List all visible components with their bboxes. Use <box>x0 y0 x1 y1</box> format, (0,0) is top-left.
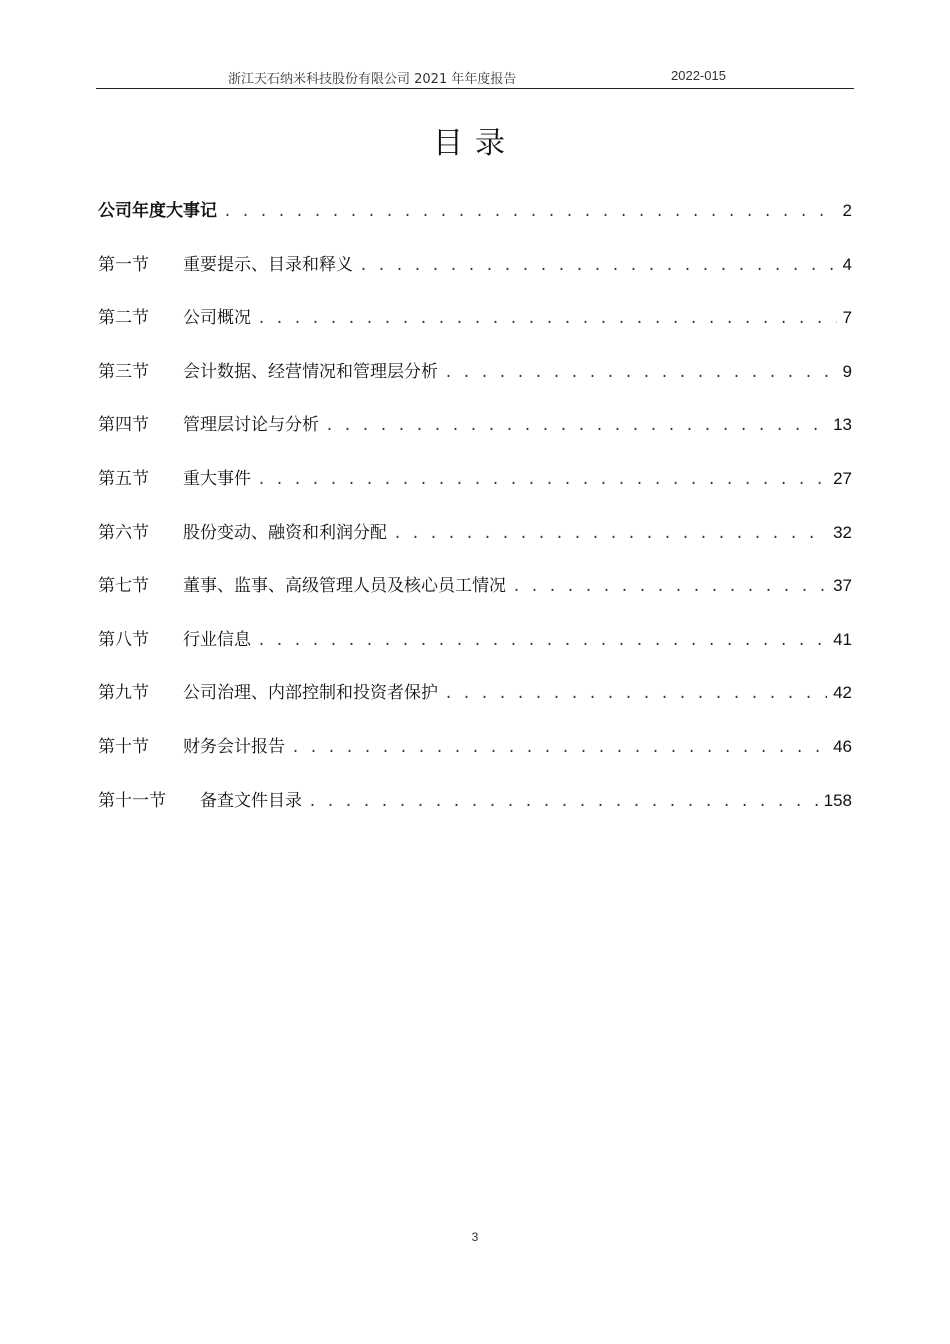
toc-dot-leader <box>308 794 818 811</box>
toc-entry-section-2[interactable] <box>98 303 852 357</box>
toc-entry-events[interactable] <box>98 196 852 250</box>
toc-entry-page: 4 <box>842 254 852 274</box>
toc-entry-name: 公司年度大事记 <box>98 201 217 221</box>
toc-dot-leader <box>223 204 837 221</box>
toc-dot-leader <box>257 311 837 328</box>
page-header <box>96 66 854 89</box>
toc-entry-section: 第一节 <box>98 254 149 275</box>
toc-dot-leader <box>325 418 827 435</box>
toc-dot-leader <box>291 740 827 757</box>
toc-dot-leader <box>393 526 827 543</box>
toc-entry-page: 9 <box>842 361 852 381</box>
toc-entry-name: 股份变动、融资和利润分配 <box>183 522 387 543</box>
toc-entry-section-3[interactable] <box>98 357 852 411</box>
toc-entry-page: 41 <box>833 629 852 649</box>
toc-dot-leader <box>512 579 827 596</box>
toc-entry-section-11[interactable] <box>98 786 852 840</box>
toc-entry-section: 第四节 <box>98 415 149 436</box>
toc-entry-name: 备查文件目录 <box>200 790 302 811</box>
toc-entry-section-1[interactable] <box>98 250 852 304</box>
toc-entry-section: 第二节 <box>98 308 149 329</box>
toc-entry-name: 会计数据、经营情况和管理层分析 <box>183 361 438 382</box>
toc-entry-section: 第八节 <box>98 629 149 650</box>
toc-dot-leader <box>257 472 827 489</box>
toc-entry-section: 第五节 <box>98 468 149 489</box>
toc-entry-section-8[interactable] <box>98 625 852 679</box>
toc-entry-section-7[interactable] <box>98 571 852 625</box>
header-report-code: 2022-015 <box>671 68 726 83</box>
toc-dot-leader <box>444 365 837 382</box>
toc-entry-page: 37 <box>833 576 852 596</box>
toc-entry-page: 13 <box>833 415 852 435</box>
toc-entry-page: 27 <box>833 468 852 488</box>
toc-dot-leader <box>359 258 837 275</box>
toc-entry-section: 第九节 <box>98 683 149 704</box>
toc-entry-section-4[interactable] <box>98 410 852 464</box>
toc-entry-name: 行业信息 <box>183 629 251 650</box>
toc-entry-page: 2 <box>842 201 852 220</box>
toc-entry-section-5[interactable] <box>98 464 852 518</box>
page-number: 3 <box>471 1230 479 1244</box>
toc-entry-name: 重大事件 <box>183 468 251 489</box>
page-title: 目录 <box>433 126 517 161</box>
toc-entry-section: 第三节 <box>98 361 149 382</box>
toc-entry-section: 第十一节 <box>98 790 166 811</box>
toc-entry-page: 32 <box>833 522 852 542</box>
toc-entry-name: 管理层讨论与分析 <box>183 415 319 436</box>
toc-entry-section: 第六节 <box>98 522 149 543</box>
toc-entry-section: 第七节 <box>98 576 149 597</box>
toc-entry-page: 46 <box>833 736 852 756</box>
toc-entry-section-9[interactable] <box>98 678 852 732</box>
toc-entry-section-10[interactable] <box>98 732 852 786</box>
toc-entry-name: 董事、监事、高级管理人员及核心员工情况 <box>183 576 506 597</box>
toc-entry-name: 公司治理、内部控制和投资者保护 <box>183 683 438 704</box>
toc-entry-name: 财务会计报告 <box>183 736 285 757</box>
toc-dot-leader <box>444 686 827 703</box>
toc-entry-page: 7 <box>842 308 852 328</box>
toc-entry-section: 第十节 <box>98 736 149 757</box>
toc-entry-name: 公司概况 <box>183 308 251 329</box>
toc-entry-section-6[interactable] <box>98 518 852 572</box>
header-company: 浙江天石纳米科技股份有限公司 2021 年年度报告 <box>228 72 517 87</box>
table-of-contents <box>98 196 852 839</box>
toc-dot-leader <box>257 633 827 650</box>
toc-entry-page: 42 <box>833 683 852 703</box>
toc-entry-name: 重要提示、目录和释义 <box>183 254 353 275</box>
toc-entry-page: 158 <box>823 790 852 810</box>
